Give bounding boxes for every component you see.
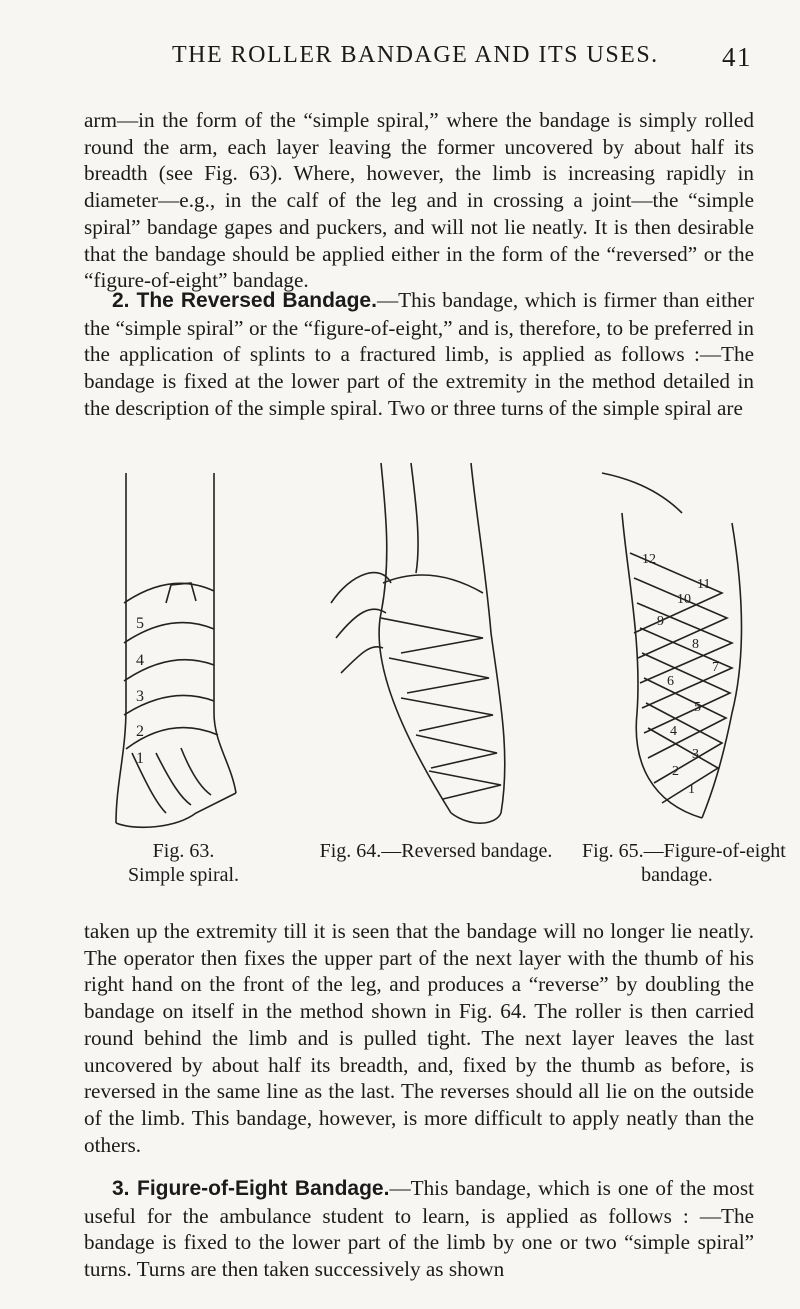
paragraph-body: —This bandage, which is firmer than either the “simple spiral” or the “figure-of-eight,” and is, therefore, to be preferred in the application of splints to a fractured limb, is applied as follows :—The bandage is fixed at the lower part of the extremity in the method detailed in the description of the simple spiral. Two or three turns of the simple spiral are bbox=[84, 288, 755, 420]
arm-spiral-illustration bbox=[96, 453, 271, 833]
turn-number: 12 bbox=[642, 552, 656, 567]
leg-figure-eight-illustration bbox=[582, 453, 772, 833]
turn-number: 2 bbox=[136, 723, 144, 740]
paragraph-figure-of-eight bbox=[84, 1175, 754, 1283]
figure-63 bbox=[96, 453, 271, 833]
section-heading-reversed: 2. The Reversed Bandage. bbox=[112, 289, 377, 312]
figure-65 bbox=[582, 453, 772, 833]
paragraph-reversed-bandage bbox=[84, 287, 754, 422]
section-heading-figure-eight: 3. Figure-of-Eight Bandage. bbox=[112, 1177, 390, 1200]
figure-65-caption bbox=[582, 839, 786, 887]
figure-63-caption bbox=[96, 839, 271, 887]
leg-reversed-illustration bbox=[311, 453, 561, 833]
turn-number: 5 bbox=[136, 615, 144, 632]
turn-number: 4 bbox=[670, 724, 677, 739]
turn-number: 5 bbox=[694, 700, 701, 715]
turn-number: 11 bbox=[697, 577, 711, 592]
figure-row bbox=[96, 453, 786, 886]
turn-number: 9 bbox=[657, 614, 664, 629]
turn-number: 3 bbox=[136, 688, 144, 705]
running-title: THE ROLLER BANDAGE AND ITS USES. bbox=[172, 42, 659, 68]
turn-number: 1 bbox=[136, 750, 144, 767]
caption-line: bandage. bbox=[641, 864, 713, 886]
turn-number: 8 bbox=[692, 637, 699, 652]
turn-number: 10 bbox=[677, 592, 691, 607]
caption-line: Fig. 63. bbox=[152, 840, 215, 862]
caption-line: Fig. 65.—Figure-of-eight bbox=[582, 840, 786, 862]
page-number: 41 bbox=[722, 42, 752, 72]
paragraph-body: —This bandage, which is one of the most useful for the ambulance student to learn, is applied as follows : —The bandage is fixed to the lower part of the limb by one or two “simple spiral” turns. Turns are then taken successively as shown bbox=[84, 1176, 754, 1282]
turn-number: 7 bbox=[712, 660, 719, 675]
figure-64 bbox=[311, 453, 561, 833]
turn-number: 3 bbox=[692, 747, 699, 762]
figure-64-caption bbox=[311, 839, 561, 863]
paragraph-simple-spiral: arm—in the form of the “simple spiral,” where the bandage is simply rolled round the arm, each layer leaving the former uncovered by about half its breadth (see Fig. 63). Where, however, the limb is increasing rapidly in diameter—e.g., in the calf of the leg and in crossing a joint—the “simple spiral” bandage gapes and puckers, and will not lie neatly. It is then desirable that the bandage should be applied either in the form of the “reversed” or the “figure-of-eight” bandage. bbox=[84, 108, 754, 293]
turn-number: 2 bbox=[672, 764, 679, 779]
caption-line: Fig. 64.—Reversed bandage. bbox=[319, 840, 553, 862]
turn-number: 4 bbox=[136, 652, 144, 669]
paragraph-reversed-continued: taken up the extremity till it is seen that the bandage will no longer lie neatly. The operator then fixes the upper part of the next layer with the thumb of his right hand on the front of the leg, and produces a “reverse” by doubling the bandage on itself in the method shown in Fig. 64. The roller is then carried round behind the limb and is pulled tight. The next layer leaves the last uncovered by about half its breadth, and, fixed by the thumb as before, is reversed in the same line as the last. The reverses should all lie on the outside of the limb. This bandage, however, is more difficult to apply neatly than the others. bbox=[84, 919, 754, 1157]
caption-line: Simple spiral. bbox=[127, 864, 240, 886]
turn-number: 6 bbox=[667, 674, 674, 689]
turn-number: 1 bbox=[688, 782, 695, 797]
